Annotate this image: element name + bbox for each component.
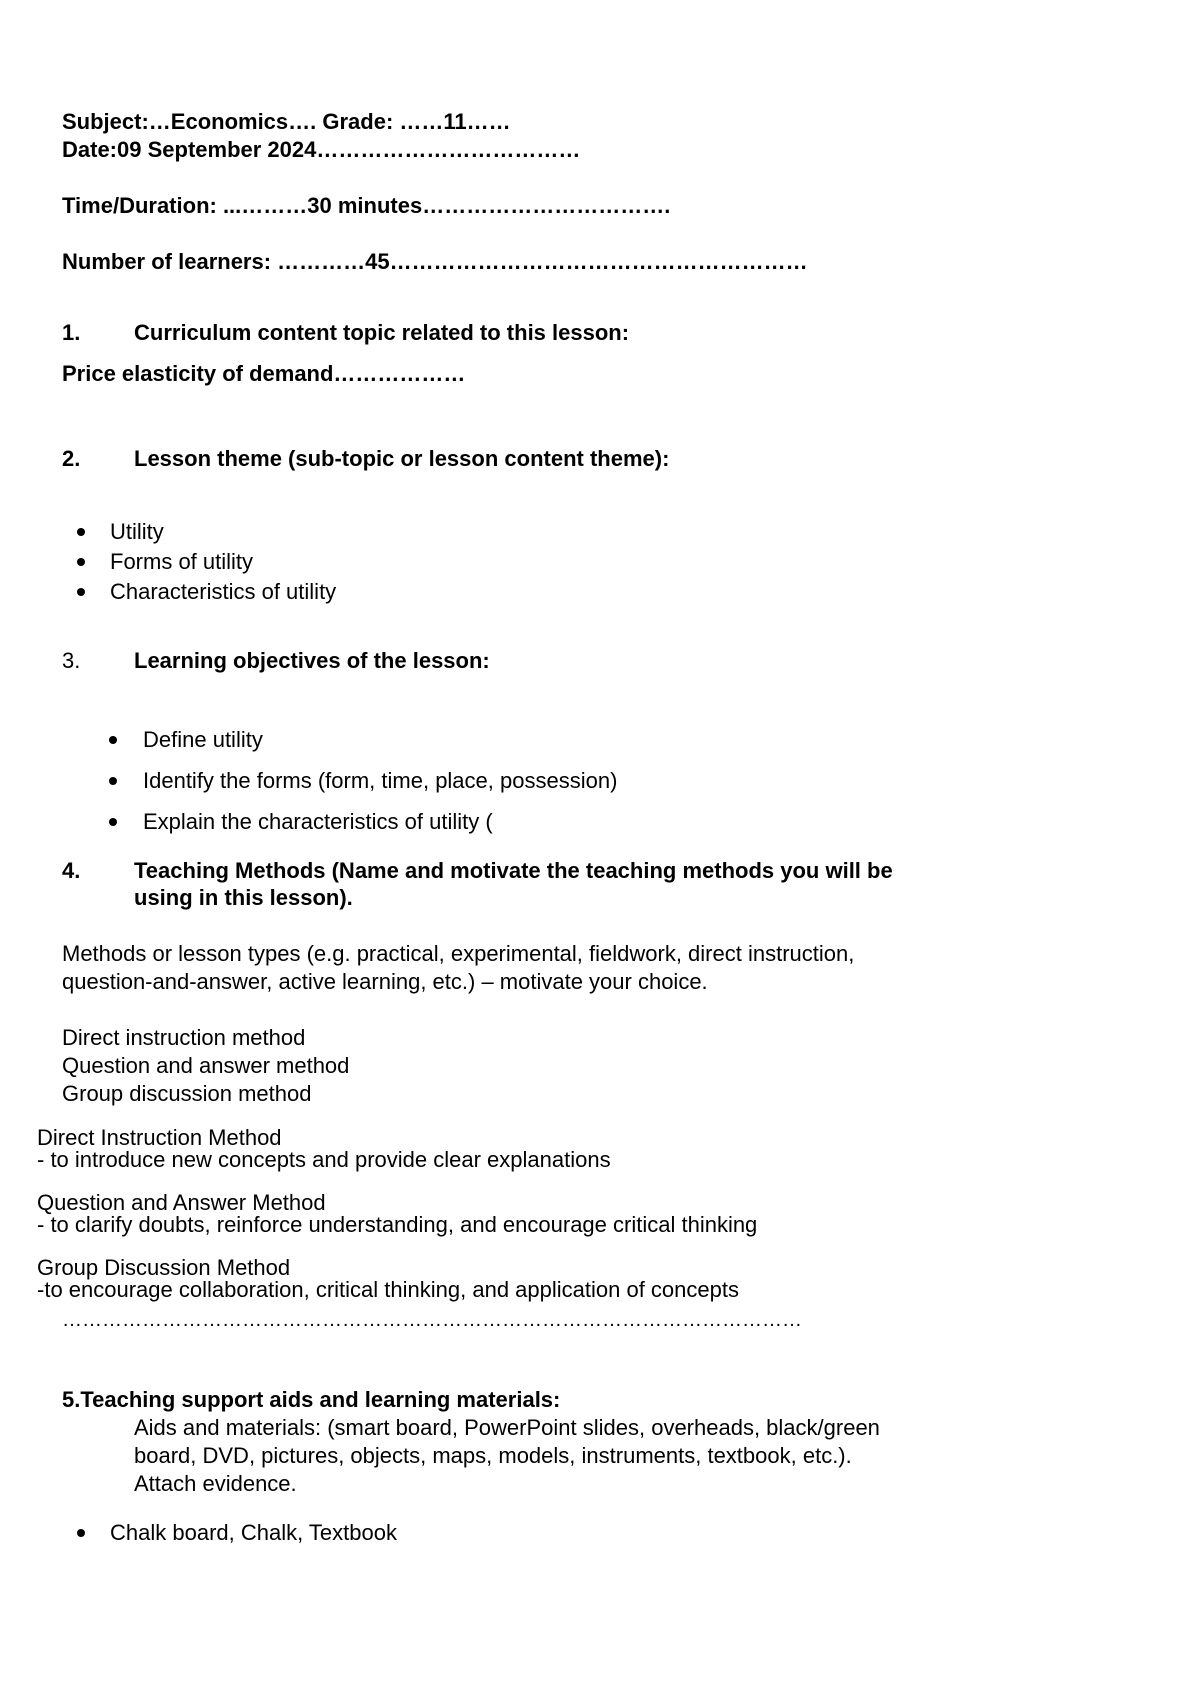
section-5-heading: 5.Teaching support aids and learning materials: [62,1387,561,1412]
method-item: Group discussion method [62,1081,312,1106]
bullet-icon [109,736,117,744]
objective-item: Explain the characteristics of utility ( [143,809,493,834]
section-1-content: Price elasticity of demand……………… [62,361,466,386]
methods-instructions-line-2: question-and-answer, active learning, etc.) – motivate your choice. [62,969,708,994]
time-duration-line: Time/Duration: ...………30 minutes……………………………. [62,193,671,218]
motivation-title: Question and Answer Method [37,1190,326,1215]
section-4-number: 4. [62,858,81,883]
bullet-icon [77,1529,85,1537]
methods-instructions-line-1: Methods or lesson types (e.g. practical, experimental, fieldwork, direct instruction, [62,941,855,966]
motivation-reason: -to encourage collaboration, critical thinking, and application of concepts [37,1277,739,1302]
bullet-icon [109,777,117,785]
subject-grade-line: Subject:…Economics…. Grade: ……11…… [62,109,511,134]
section-4-heading-line-2: using in this lesson). [134,885,353,910]
lesson-theme-item: Characteristics of utility [110,579,337,604]
aids-instructions-line-3: Attach evidence. [134,1471,297,1496]
method-item: Question and answer method [62,1053,350,1078]
section-2-number: 2. [62,446,81,471]
section-3-heading: Learning objectives of the lesson: [134,648,490,673]
section-2-heading: Lesson theme (sub-topic or lesson content theme): [134,446,670,471]
lesson-theme-item: Utility [110,519,164,544]
section-3-number: 3. [62,648,81,673]
motivation-reason: - to clarify doubts, reinforce understanding, and encourage critical thinking [37,1212,758,1237]
objective-item: Identify the forms (form, time, place, possession) [143,768,618,793]
method-item: Direct instruction method [62,1025,306,1050]
bullet-icon [77,558,85,566]
section-1-number: 1. [62,320,81,345]
lesson-theme-item: Forms of utility [110,549,254,574]
bullet-icon [77,528,85,536]
number-of-learners-line: Number of learners: …………45………………………………………………… [62,249,808,274]
objective-item: Define utility [143,727,263,752]
date-line: Date:09 September 2024……………………………… [62,137,581,162]
motivation-title: Direct Instruction Method [37,1125,282,1150]
section-4-heading-line-1: Teaching Methods (Name and motivate the teaching methods you will be [134,858,893,883]
section-1-heading: Curriculum content topic related to this lesson: [134,320,630,345]
aids-item: Chalk board, Chalk, Textbook [110,1520,397,1545]
dotted-fill-line: ………………………………………………………………………………………………… [62,1309,802,1331]
bullet-icon [109,818,117,826]
aids-instructions-line-1: Aids and materials: (smart board, PowerPoint slides, overheads, black/green [134,1415,880,1440]
bullet-icon [77,588,85,596]
motivation-reason: - to introduce new concepts and provide clear explanations [37,1147,611,1172]
aids-instructions-line-2: board, DVD, pictures, objects, maps, models, instruments, textbook, etc.). [134,1443,852,1468]
motivation-title: Group Discussion Method [37,1255,291,1280]
